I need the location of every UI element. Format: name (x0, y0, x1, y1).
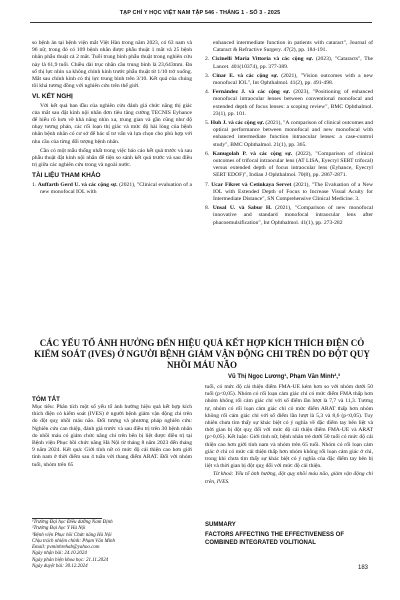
abstract-heading: TÓM TẮT (32, 396, 60, 403)
article-title: CÁC YẾU TỐ ẢNH HƯỞNG ĐẾN HIỆU QUẢ KẾT HỢP KÍCH THÍCH ĐIỆN CỎ KIỂM SOÁT (IVES) Ở NGƯỜI BỆNH GIẢM VẬN ĐỘNG CHI TRÊN DO ĐỘT QUỴ NHỒI MÁU NÃO (34, 338, 370, 370)
reference-5: 5. Huh J. và các cộng sự. (2021), "A comparison of clinical outcomes and optical performance between monofocal and new monofocal with enhanced intermediate function intraocular lenses: a case-control study", BMC Ophthalmol. 21(1), pp. 365. (205, 120, 373, 148)
right-column-top (205, 40, 373, 229)
reference-6: 6. Kanugolah P. và các cộng sự. (2022), "Comparison of clinical outcomes of trifocal intraocular lens (AT LISA, Eyecryl SERT trifocal) versus extended depth of focus intraocular lens (Eyhance, Eyecryl SERT EDOF)", Indian J Ophthalmol. 70(8), pp. 2867-2871. (205, 150, 373, 179)
footnote-6: Ngày nhận bài: 24.10.2024 (32, 551, 87, 557)
ref8-author: Unsal U. và Sabur H. (212, 205, 272, 212)
ref3-author: Cinar E. và các cộng sự. (212, 72, 279, 79)
footnote-8: Ngày duyệt bài: 30.12.2024 (32, 564, 88, 570)
footnote-1: ¹Trường Đại học Điều dưỡng Nam Định (32, 520, 113, 525)
footnote-7: Ngày phản biện khoa học: 21.11.2024 (32, 557, 109, 563)
ref7-author: Ucar Fikret và Cetinkaya Servet (211, 181, 292, 188)
results-paragraph: so bệnh án tại bệnh viện mắt Việt Hàn trong năm 2023, có 63 nam và 96 nữ, trong đó có 109 bệnh nhân được phẫu thuật 1 mắt và 25 bệnh nhân phẫu thuật cả 2 mắt. Tuổi trung bình phẫu thuật trong nghiên cứu này là 61,9 tuổi. Chiều dài trục nhãn cầu trung bình là 23,643mm. Đa số thị lực nhìn xa không chỉnh kính trước phẫu thuật từ 1/10 trở xuống. Mắt sau chỉnh kính có thị lực trung bình trên 3/10. Kết quả của chúng tôi khá tương đồng với nghiên cứu trên thế giới. (32, 40, 192, 90)
ref7-text: (2021), "The Evaluation of a New IOL with Extended Depth of Focus to Increase Visual Acuity for Intermediate Distance", SN Comprehensive Clinical Medicine. 3. (213, 181, 373, 203)
article-authors: Vũ Thị Ngọc Lương¹, Phạm Văn Minh²,³ (228, 374, 340, 380)
ref5-author: Huh J. và các cộng sự. (210, 120, 264, 127)
reference-3: 3. Cinar E. và các cộng sự. (2021), "Vision outcomes with a new monofocal IOL", Int Ophthalmol. 41(2), pp. 491-498. (205, 72, 374, 87)
ref6-author: Kanugolah P. và các cộng sự. (212, 150, 293, 157)
ref3-text: (2021), "Vision outcomes with a new monofocal IOL", Int Ophthalmol. 41(2), pp. 491-498. (213, 72, 374, 87)
footnote-4: Chịu trách nhiệm chính: Phạm Văn Minh (32, 538, 116, 544)
reference-8: 8. Unsal U. và Sabur H. (2021), "Comparison of new monofocal innovative and standard monofocal intraocular lens after phacoemulsification", Int Ophthalmol. 41(1), pp. 273-282 (205, 205, 374, 226)
reference-1-continued: enhanced intermediate function in patients with cataract", Journal of Cataract & Refractive Surgery. 47(2), pp. 184-191. (213, 40, 373, 54)
reference-2: 2. Cicinelli Maria Vittoria và các cộng sự. (2023), "Cataracts", The Lancet. 401(10374), pp. 377-389. (205, 56, 373, 70)
footnote-5: Email: pvminhrehab@yahoo.com (32, 545, 100, 551)
conclusion-paragraph-2: Cần có một mẫu thống nhất trong việc báo cáo kết quả trước và sau phẫu thuật đặt kính nội nhãn để tiện so sánh kết quả trước và sau điều trị giữa các nghiên cứu trong và ngoài nước. (32, 147, 192, 169)
page-number: 183 (358, 565, 369, 571)
header-rule (30, 22, 372, 23)
ref4-author: Fernández J. và các cộng sự. (212, 89, 291, 96)
abstract-left: Mục tiêu: Phân tích một số yếu tố ảnh hưởng hiệu quả kết hợp kích thích điện cỏ kiểm soát (IVES) ở người bệnh giảm vận động chi trên do đột quỵ nhồi máu não. Đối tượng và phương pháp nghiên cứu: Nghiên cứu can thiệp, đánh giá trước và sau điều trị trên 30 bệnh nhân do nhồi máu có giảm chức năng chi trên bên bị liệt được điều trị tại Bệnh viện Phục hồi chức năng Hà Nội từ tháng 8 năm 2023 đến tháng 9 năm 2024. Kết quả: Giới tính nữ có mức độ cải thiện cao hơn giới tính nam ở thời điểm sau 4 tuần với thang điểm ARAT. Đối với nhóm tuổi, nhóm trên 65 (32, 404, 192, 468)
footnotes (32, 520, 192, 570)
summary-heading: SUMMARY (205, 522, 236, 528)
references-heading: TÀI LIỆU THAM KHẢO (32, 172, 101, 180)
ref2-text: (2023), "Cataracts", The Lancet. 401(10374), pp. 377-389. (213, 56, 373, 70)
summary-title: FACTORS AFFECTING THE EFFECTIVENESS OF COMBINED INTEGRATED VOLITIONAL (205, 532, 345, 546)
ref4-text: (2023), "Positioning of enhanced monofocal intraocular lenses between conventional monofocal and extended depth of focus lenses: a scoping review", BMC Ophthalmol. 23(1), pp. 101. (213, 89, 374, 117)
reference-4: 4. Fernández J. và các cộng sự. (2023), "Positioning of enhanced monofocal intraocular lenses between conventional monofocal and extended depth of focus lenses: a scoping review", BMC Ophthalmol. 23(1), pp. 101. (205, 89, 374, 117)
reference-7: 7. Ucar Fikret và Cetinkaya Servet (2021), "The Evaluation of a New IOL with Extended Depth of Focus to Increase Visual Acuity for Intermediate Distance", SN Comprehensive Clinical Medicine. 3. (205, 181, 373, 203)
footnote-rule (32, 518, 102, 519)
abstract-right-text: tuổi, có mức độ cải thiện điểm FMA-UE kém hơn so với nhóm dưới 50 tuổi (p<0,05). Nhóm có rối loạn cảm giác chỉ có mức điểm FMA thấp hơn nhóm không rối cảm giác chỉ với số điểm lần lượt là 7,7 và 11,3. Tương tự, nhóm có rối loạn cảm giác chỉ có mức điểm ARAT thấp hơn nhóm không rối cảm giác chỉ với số điểm lần lượt là 5,3 và 8,6 (p<0,05). Tuy nhiên chưa tìm thấy sự khác biệt có ý nghĩa về đặc điểm tay bên liệt và thời gian bị đột quỵ đối với mức độ cải thiện điểm FMA-UE và ARAT (p>0,05). Kết luận: Giới tính nữ, bệnh nhân trẻ dưới 50 tuổi có mức độ cải thiện cao hơn giới tính nam và nhóm trên 65 tuổi. Nhóm có rối loạn cảm giác ở chi có mức cải thiện thấp hơn nhóm không rối loạn cảm giác ở chi, trong khi chưa tìm thấy sự khác biệt có ý nghĩa của đặc điểm tay bên bị liệt và thời gian bị đột quỵ đối với mức độ cải thiện. (205, 384, 373, 470)
journal-header: TẠP CHÍ Y HỌC VIỆT NAM TẬP 546 - THÁNG 1 - SỐ 3 - 2025 (119, 10, 281, 16)
footnote-3: ³Bệnh viện Phục hồi Chức năng Hà Nội (32, 532, 112, 538)
conclusion-paragraph-1: Với kết quả ban đầu của nghiên cứu đánh giá chức năng thị giác của mắt sau đặt kính nội nhãn đơn tiêu tăng cường TECNIS Eyhance để hiểu rõ hơn về khả năng nhìn xa, trung gian và gần cũng như độ nhạy tương phản, các rối loạn thị giác và mức độ hài lòng của bệnh nhân bệnh nhân có cơ sở để bác sĩ tư vấn và lựa chọn cho phù hợp với nhu cầu của từng đối tượng bệnh nhân. (32, 102, 192, 145)
abstract-right (205, 384, 373, 486)
ref5-text: (2021), "A comparison of clinical outcomes and optical performance between monofocal and new monofocal with enhanced intermediate function intraocular lenses: a case-control study", BMC Ophthalmol. 21(1), pp. 365. (213, 120, 373, 148)
reference-1: 1. Auffarth Gerd U. và các cộng sự. (2021), "Clinical evaluation of a new monofocal IOL with (32, 181, 192, 195)
conclusion-heading: VI. KẾT NGHỊ (32, 93, 73, 101)
ref1-text: (2021), "Clinical evaluation of a new monofocal IOL with (40, 181, 192, 195)
ref1-author: Auffarth Gerd U. và các cộng sự. (37, 181, 118, 188)
keywords: Từ khoá: Yếu tố ảnh hưởng, đột quỵ nhồi máu não, giảm vận động chi trên, IVES. (205, 471, 373, 485)
ref6-text: (2022), "Comparison of clinical outcomes of trifocal intraocular lens (AT LISA, Eyecryl SERT trifocal) versus extended depth of focus intraocular lens (Eyhance, Eyecryl SERT EDOF)", Indian J Ophthalmol. 70(8), pp. 2867-2871. (213, 150, 373, 179)
ref2-author: Cicinelli Maria Vittoria và các cộng sự. (211, 56, 314, 63)
left-column-top (32, 40, 192, 198)
ref8-text: (2021), "Comparison of new monofocal innovative and standard monofocal intraocular lens after phacoemulsification", Int Ophthalmol. 41(1), pp. 273-282 (213, 205, 374, 226)
footnote-2: ²Trường Đại học Y Hà Nội (32, 526, 86, 532)
